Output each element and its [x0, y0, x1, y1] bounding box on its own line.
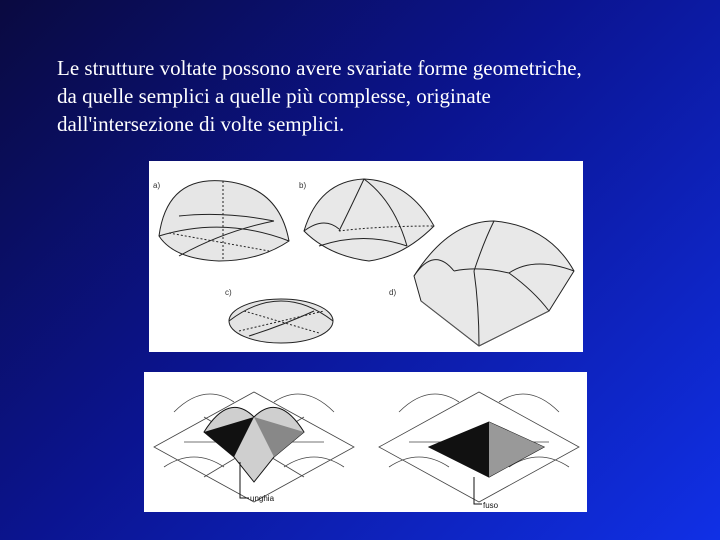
text-line-2: da quelle semplici a quelle più complesse, originate — [57, 84, 491, 108]
text-line-1: Le strutture voltate possono avere svariate forme geometriche, — [57, 56, 582, 80]
label-b: b) — [299, 181, 307, 190]
vault-types-drawing — [149, 161, 583, 352]
sail-vault-drawing — [304, 179, 434, 261]
lowered-dome-drawing — [229, 299, 333, 343]
label-fuso: fuso — [483, 501, 499, 510]
slide-body-text — [57, 54, 677, 138]
label-c: c) — [225, 288, 232, 297]
fuso-shape — [429, 422, 544, 477]
label-d: d) — [389, 288, 397, 297]
vault-intersection-drawing — [144, 372, 587, 512]
label-unghia: unghia — [250, 494, 275, 503]
text-line-3: dall'intersezione di volte semplici. — [57, 112, 345, 136]
label-a: a) — [153, 181, 161, 190]
dome-vault-drawing — [159, 181, 289, 261]
vault-intersection-figure — [144, 372, 587, 512]
vault-types-figure — [149, 161, 583, 352]
cross-vault-drawing — [414, 221, 574, 346]
unghia-shape — [204, 407, 304, 482]
